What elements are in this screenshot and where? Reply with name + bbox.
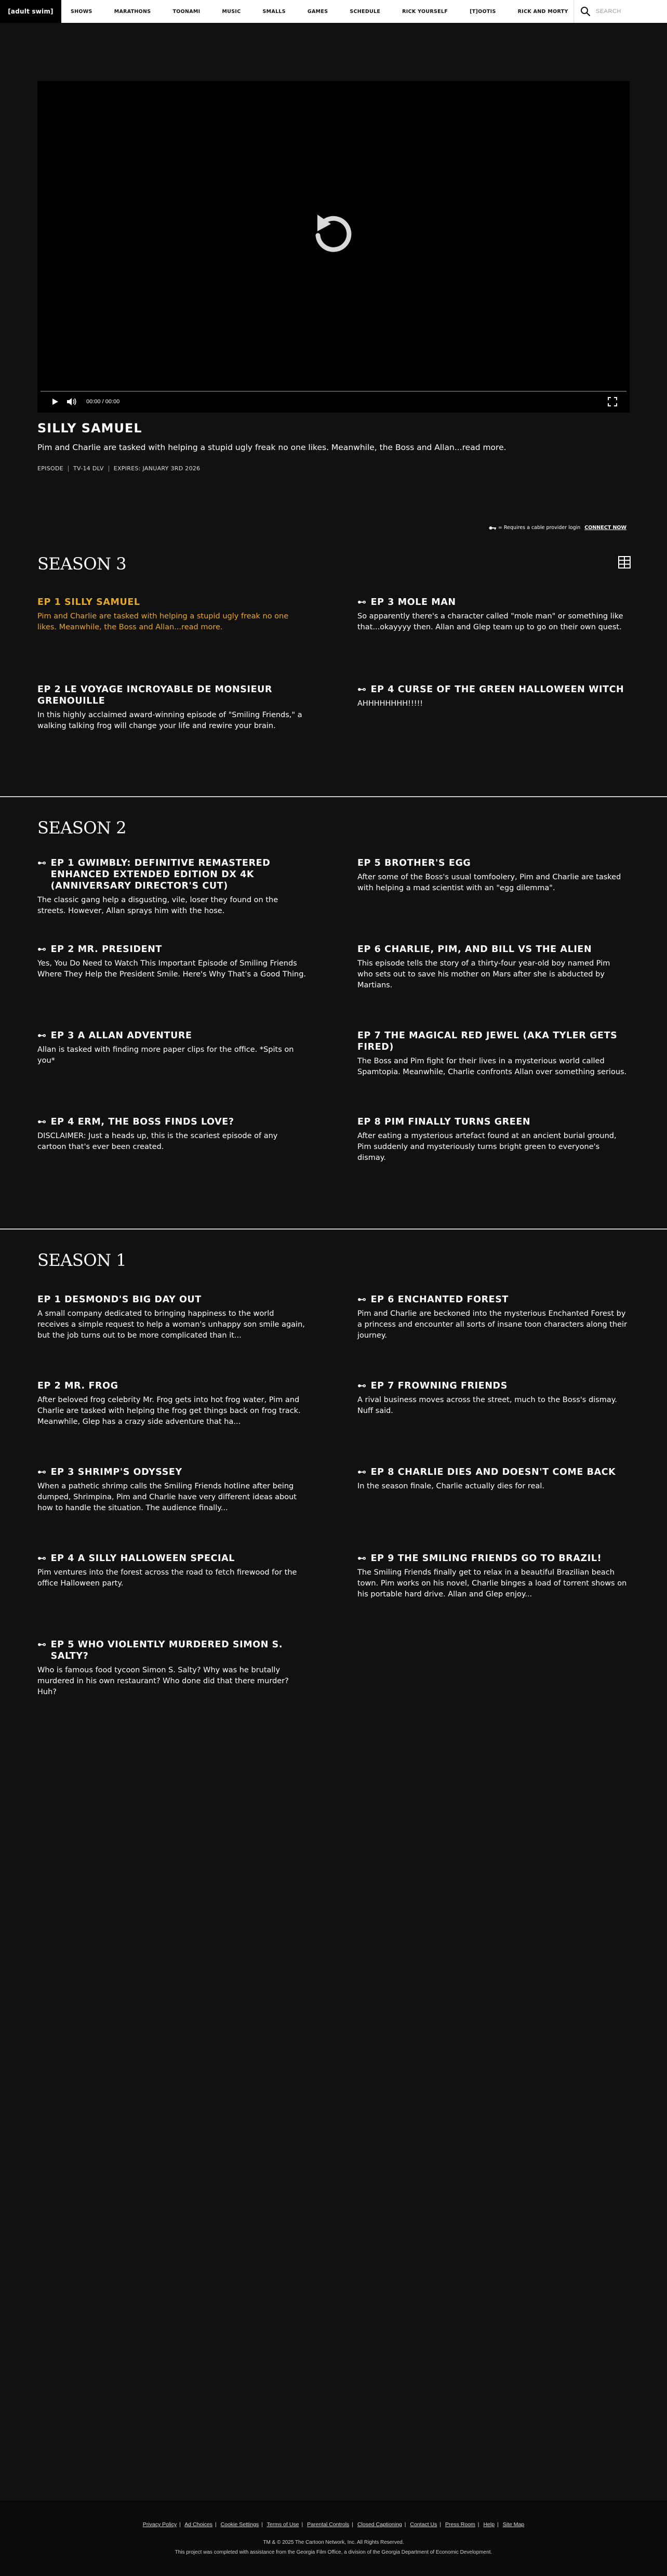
episode-card-title[interactable]: EP 7 THE MAGICAL RED JEWEL (AKA TYLER GETS FIRED) [357, 1031, 618, 1052]
nav-link-music[interactable]: MUSIC [222, 8, 241, 15]
locked-key-icon: ⊷ [357, 684, 367, 695]
episode-card-desc: After eating a mysterious artefact found at an ancient burial ground, Pim suddenly and mysteriously turns bright green to everyone's dismay. [357, 1132, 617, 1162]
episode-card-title[interactable]: EP 5 WHO VIOLENTLY MURDERED SIMON S. SALTY? [50, 1640, 283, 1661]
footer-link-press-room[interactable]: Press Room [445, 2521, 475, 2528]
episode-card[interactable] [37, 684, 308, 732]
episode-card[interactable] [37, 1467, 308, 1514]
episode-card-desc: In the season finale, Charlie actually dies for real. [357, 1482, 545, 1490]
locked-key-icon: ⊷ [37, 1031, 47, 1041]
footer-separator: | [477, 2521, 479, 2528]
episode-card-title[interactable]: EP 5 BROTHER'S EGG [357, 858, 471, 868]
provider-text: = Requires a cable provider login [498, 525, 581, 531]
season-3-heading: SEASON 3 [37, 554, 127, 574]
video-player[interactable] [37, 81, 630, 413]
provider-notice [489, 525, 626, 531]
locked-key-icon: ⊷ [37, 1640, 47, 1650]
episode-meta [37, 465, 200, 472]
footer-link-parental-controls[interactable]: Parental Controls [307, 2521, 350, 2528]
episode-card-desc: Yes, You Do Need to Watch This Important Episode of Smiling Friends Where They Help the President Smile. Here's Why That's a Good Thing. [37, 959, 306, 979]
footer-separator: | [352, 2521, 354, 2528]
episode-card-desc: The classic gang help a disgusting, vile, loser they found on the streets. However, Allan sprays him with the hose. [37, 896, 278, 915]
site-footer [0, 2501, 667, 2576]
footer-link-closed-captioning[interactable]: Closed Captioning [357, 2521, 402, 2528]
volume-icon [66, 398, 77, 406]
replay-icon[interactable] [308, 208, 358, 258]
episode-card-desc: AHHHHHHHH!!!!! [357, 699, 423, 708]
footer-separator: | [261, 2521, 263, 2528]
read-more-link[interactable]: read more. [462, 443, 506, 452]
nav-link-toonami[interactable]: TOONAMI [172, 8, 201, 15]
connect-now-link[interactable]: CONNECT NOW [584, 525, 626, 531]
episode-card-title[interactable]: EP 6 CHARLIE, PIM, AND BILL VS THE ALIEN [357, 944, 592, 955]
episode-card-desc: The Smiling Friends finally get to relax in a beautiful Brazilian beach town. Pim works on his novel, Charlie binges a load of torrent shows on his portable hard drive. Allan and Glep enjoy... [357, 1568, 627, 1599]
season-divider [0, 796, 667, 797]
footer-separator: | [497, 2521, 499, 2528]
episode-card[interactable] [37, 1294, 308, 1341]
episode-card-desc: After beloved frog celebrity Mr. Frog gets into hot frog water, Pim and Charlie are tasked with helping the frog get things back on frog track. Meanwhile, Glep has a crazy side adventure that ha... [37, 1396, 301, 1426]
episode-card-title[interactable]: EP 2 MR. FROG [37, 1381, 118, 1391]
episode-card[interactable] [37, 597, 308, 633]
locked-key-icon: ⊷ [357, 1381, 367, 1391]
episode-card[interactable] [357, 1116, 628, 1164]
episode-card[interactable] [37, 1030, 308, 1066]
episode-card-title[interactable]: EP 2 LE VOYAGE INCROYABLE DE MONSIEUR GRENOUILLE [37, 684, 273, 706]
episode-card-title[interactable]: EP 3 SHRIMP'S ODYSSEY [50, 1467, 182, 1477]
grid-view-icon[interactable] [618, 556, 631, 569]
episode-card[interactable] [37, 857, 308, 917]
footer-link-contact[interactable]: Contact Us [410, 2521, 437, 2528]
episode-card[interactable] [357, 1553, 628, 1600]
nav-link-rick-and-morty[interactable]: RICK AND MORTY [517, 8, 568, 15]
nav-link-games[interactable]: GAMES [307, 8, 328, 15]
episode-card[interactable] [37, 944, 308, 980]
episode-card-title[interactable]: EP 4 A SILLY HALLOWEEN SPECIAL [50, 1553, 235, 1564]
locked-key-icon: ⊷ [357, 1467, 367, 1477]
footer-credit: This project was completed with assistance from the Georgia Film Office, a division of the Georgia Department of Economic Development. [175, 2549, 492, 2555]
locked-key-icon: ⊷ [37, 1117, 47, 1127]
episode-title: SILLY SAMUEL [37, 421, 142, 435]
episode-card-title[interactable]: EP 2 MR. PRESIDENT [50, 944, 162, 955]
episode-card[interactable] [357, 1467, 628, 1492]
episode-card[interactable] [357, 1030, 628, 1078]
nav-link-rick-yourself[interactable]: RICK YOURSELF [402, 8, 448, 15]
episode-card-desc: A small company dedicated to bringing happiness to the world receives a simple request to help a woman's unhappy son smile again, but the job turns out to be more complicated than it... [37, 1310, 305, 1340]
episode-card-desc: A rival business moves across the street, much to the Boss's dismay. Nuff said. [357, 1396, 617, 1415]
nav-link-shows[interactable]: SHOWS [71, 8, 92, 15]
episode-expires: EXPIRES: JANUARY 3RD 2026 [113, 465, 201, 472]
episode-card-desc: When a pathetic shrimp calls the Smiling Friends hotline after being dumped, Shrimpina, Pim and Charlie have very different ideas about how to handle the situation. The audience finally... [37, 1482, 297, 1512]
footer-separator: | [301, 2521, 303, 2528]
episode-card-title[interactable]: EP 1 GWIMBLY: DEFINITIVE REMASTERED ENHANCED EXTENDED EDITION DX 4K (ANNIVERSARY DIRECTOR'S CUT) [50, 858, 271, 891]
nav-link-tootis[interactable]: [T]OOTIS [470, 8, 496, 15]
footer-copyright: TM & © 2025 The Cartoon Network, Inc. All Rights Reserved. [263, 2540, 404, 2545]
episode-card-title[interactable]: EP 4 ERM, THE BOSS FINDS LOVE? [50, 1117, 234, 1127]
top-nav [0, 0, 667, 23]
player-controls [37, 391, 630, 413]
episode-card-desc: DISCLAIMER: Just a heads up, this is the scariest episode of any cartoon that's ever been created. [37, 1132, 278, 1151]
episode-card-title[interactable]: EP 8 CHARLIE DIES AND DOESN'T COME BACK [370, 1467, 616, 1477]
locked-key-icon: ⊷ [357, 1294, 367, 1305]
progress-bar[interactable] [41, 391, 626, 392]
player-timecode: 00:00 / 00:00 [86, 399, 120, 405]
play-icon [51, 398, 59, 405]
episode-card[interactable] [37, 1380, 308, 1428]
episode-card-desc: The Boss and Pim fight for their lives in a mysterious world called Spamtopia. Meanwhile, Charlie confronts Allan over something serious. [357, 1057, 627, 1076]
locked-key-icon: ⊷ [37, 944, 47, 955]
episode-card-title[interactable]: EP 1 DESMOND'S BIG DAY OUT [37, 1294, 202, 1305]
volume-button[interactable] [66, 397, 77, 407]
episode-card-desc: So apparently there's a character called "mole man" or something like that...okayyyy then. Allan and Glep team up to go on their own quest. [357, 612, 623, 631]
episode-card-desc: After some of the Boss's usual tomfoolery, Pim and Charlie are tasked with helping a mad scientist with an "egg dilemma". [357, 873, 621, 892]
episode-card-title[interactable]: EP 4 CURSE OF THE GREEN HALLOWEEN WITCH [370, 684, 624, 695]
fullscreen-icon[interactable] [608, 397, 617, 406]
episode-rating: TV-14 DLV [73, 465, 104, 472]
episode-card-desc: Allan is tasked with finding more paper clips for the office. *Spits on you* [37, 1046, 294, 1065]
locked-key-icon: ⊷ [357, 597, 367, 607]
episode-card[interactable] [37, 1639, 308, 1698]
nav-link-marathons[interactable]: MARATHONS [114, 8, 151, 15]
episode-card-title[interactable]: EP 3 A ALLAN ADVENTURE [50, 1031, 192, 1041]
locked-key-icon: ⊷ [37, 858, 47, 868]
brand-logo[interactable]: [adult swim] [0, 0, 61, 23]
locked-key-icon: ⊷ [357, 1553, 367, 1564]
episode-card-title[interactable]: EP 7 FROWNING FRIENDS [370, 1381, 508, 1391]
episode-card-title[interactable]: EP 9 THE SMILING FRIENDS GO TO BRAZIL! [370, 1553, 602, 1564]
episode-type: EPISODE [37, 465, 63, 472]
episode-card[interactable] [357, 684, 628, 709]
season-divider [0, 1228, 667, 1230]
episode-card[interactable] [37, 1553, 308, 1589]
key-icon [489, 526, 496, 530]
episode-card-title[interactable]: EP 1 SILLY SAMUEL [37, 597, 140, 607]
episode-card[interactable] [37, 1116, 308, 1153]
episode-description [37, 443, 506, 452]
footer-link-cookie-settings[interactable]: Cookie Settings [220, 2521, 259, 2528]
episode-description-text: Pim and Charlie are tasked with helping a stupid ugly freak no one likes. Meanwhile, the Boss and Allan... [37, 443, 462, 452]
footer-separator: | [439, 2521, 442, 2528]
footer-separator: | [404, 2521, 406, 2528]
search-input[interactable] [596, 8, 658, 15]
episode-card-desc: In this highly acclaimed award-winning episode of "Smiling Friends," a walking talking frog will change your life and rewire your brain. [37, 711, 302, 730]
footer-separator: | [179, 2521, 181, 2528]
episode-card[interactable] [357, 944, 628, 991]
episode-card[interactable] [357, 857, 628, 894]
footer-links [0, 2521, 667, 2528]
footer-link-ad-choices[interactable]: Ad Choices [184, 2521, 212, 2528]
nav-search [573, 0, 667, 23]
meta-divider [68, 466, 69, 472]
footer-link-terms[interactable]: Terms of Use [266, 2521, 299, 2528]
season-1-heading: SEASON 1 [37, 1250, 127, 1270]
episode-card-desc: Pim ventures into the forest across the road to fetch firewood for the office Halloween party. [37, 1568, 297, 1588]
episode-card-desc: Pim and Charlie are beckoned into the mysterious Enchanted Forest by a princess and encounter all sorts of insane toon characters along their journey. [357, 1310, 628, 1340]
episode-card-title[interactable]: EP 3 MOLE MAN [370, 597, 456, 607]
footer-link-site-map[interactable]: Site Map [502, 2521, 525, 2528]
episode-card-title[interactable]: EP 6 ENCHANTED FOREST [370, 1294, 509, 1305]
nav-links [71, 0, 590, 23]
episode-card-desc: Pim and Charlie are tasked with helping a stupid ugly freak no one likes. Meanwhile, the Boss and Allan...read more. [37, 612, 289, 631]
locked-key-icon: ⊷ [37, 1553, 47, 1564]
play-button[interactable] [50, 397, 60, 407]
footer-link-help[interactable]: Help [483, 2521, 495, 2528]
nav-link-smalls[interactable]: SMALLS [262, 8, 286, 15]
footer-separator: | [215, 2521, 217, 2528]
episode-card-desc: This episode tells the story of a thirty-four year-old boy named Pim who sets out to save his mother on Mars after she is abducted by Martians. [357, 959, 610, 989]
locked-key-icon: ⊷ [37, 1467, 47, 1477]
nav-link-schedule[interactable]: SCHEDULE [350, 8, 381, 15]
footer-link-privacy[interactable]: Privacy Policy [142, 2521, 177, 2528]
episode-card-title[interactable]: EP 8 PIM FINALLY TURNS GREEN [357, 1117, 531, 1127]
episode-card[interactable] [357, 1380, 628, 1417]
episode-card[interactable] [357, 1294, 628, 1341]
season-2-heading: SEASON 2 [37, 818, 127, 838]
search-icon[interactable] [580, 6, 591, 17]
episode-card-desc: Who is famous food tycoon Simon S. Salty? Why was he brutally murdered in his own restaurant? Who done did that there murder? Huh? [37, 1666, 289, 1696]
episode-card[interactable] [357, 597, 628, 633]
